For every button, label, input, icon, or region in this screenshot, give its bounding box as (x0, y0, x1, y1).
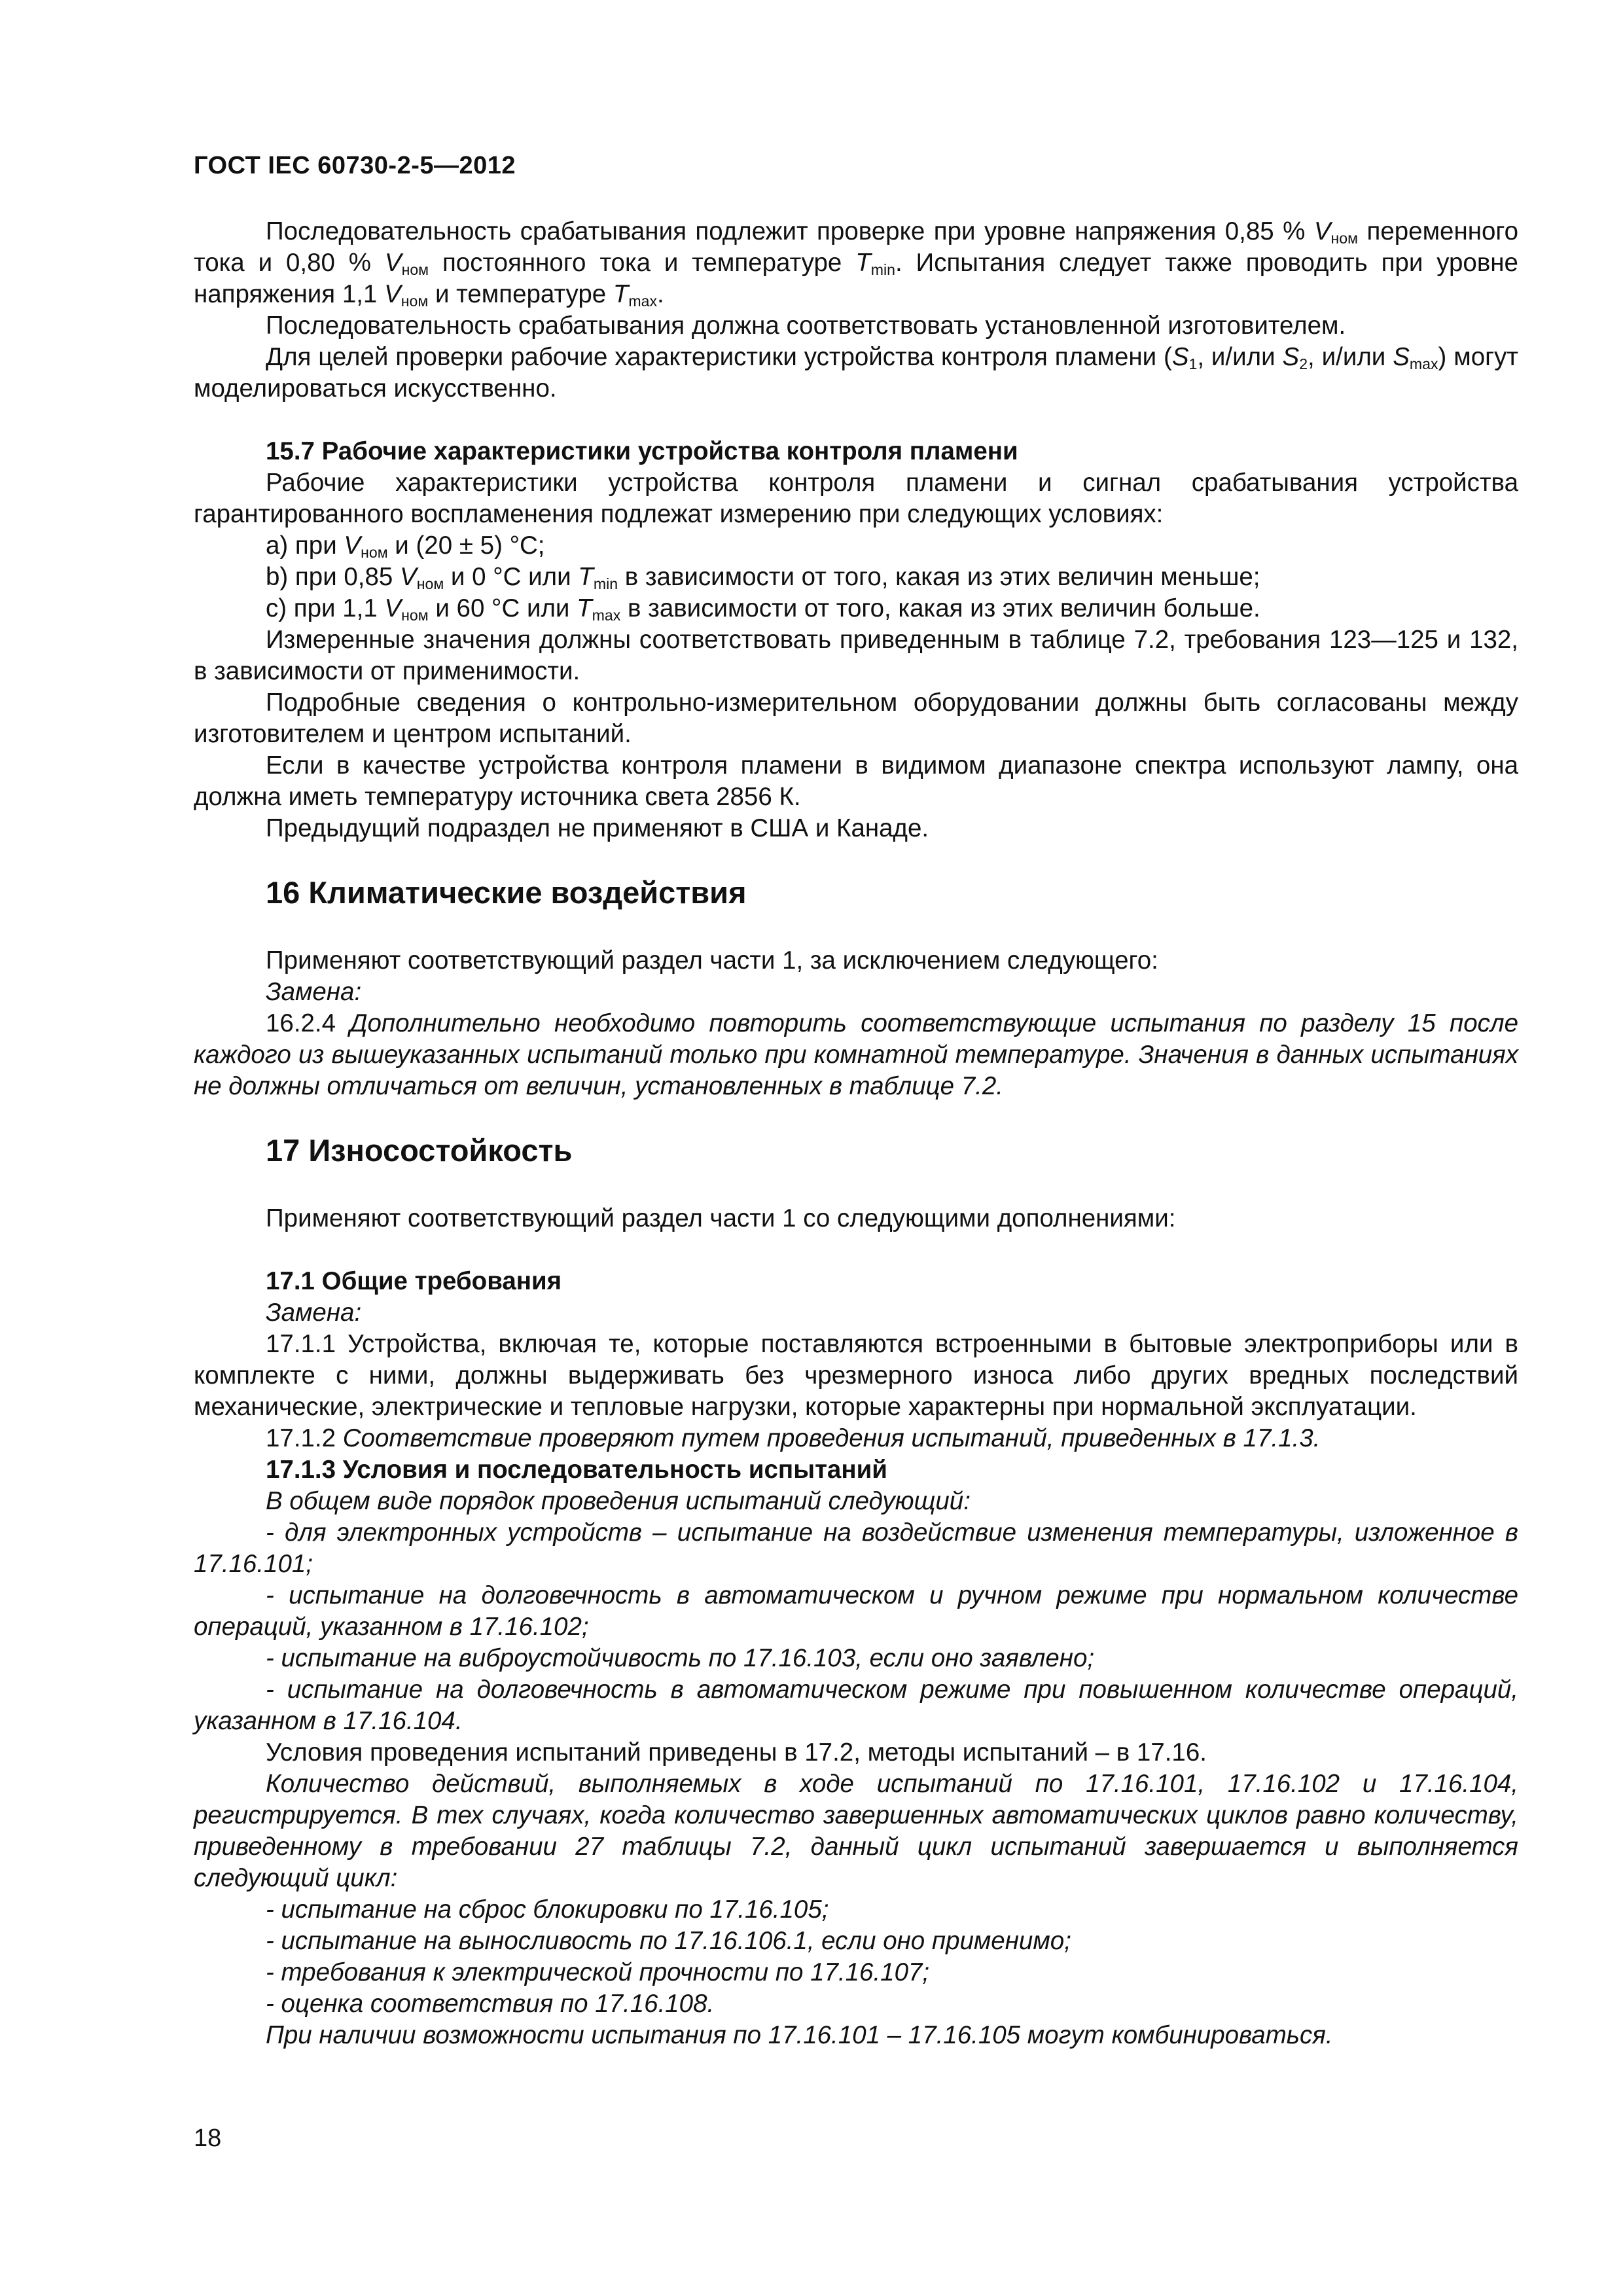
cycle-item: - требования к электрической прочности по 17.16.107; (266, 1958, 930, 1986)
section-15-7-heading: 15.7 Рабочие характеристики устройства контроля пламени (266, 437, 1018, 465)
section-17-applies: Применяют соответствующий раздел части 1 со следующими дополнениями: (266, 1204, 1176, 1232)
cycle-item: - оценка соответствия по 17.16.108. (266, 1990, 715, 2018)
sequence-manufacturer-paragraph: Последовательность срабатывания должна соответствовать установленной изготовителем. (266, 312, 1346, 340)
section-16-replacement-label: Замена: (266, 978, 362, 1006)
operation-sequence-paragraph: Последовательность срабатывания подлежит проверке при уровне напряжения 0,85 % Vном переменного тока и 0,80 % Vном постоянного тока и температуре Tmin. Испытания следует также проводить при уровне напряжения 1,1 Vном и температуре Tmax. (194, 217, 1519, 310)
section-17-1-heading: 17.1 Общие требования (266, 1267, 562, 1295)
section-17-heading: 17 Износостойкость (266, 1133, 573, 1168)
test-order-item: - испытание на долговечность в автоматическом и ручном режиме при нормальном количестве операций, указанном в 17.16.102; (194, 1581, 1518, 1641)
clause-17-1-1: 17.1.1 Устройства, включая те, которые поставляются встроенными в бытовые электроприборы или в комплекте с ними, должны выдерживать без чрезмерного износа либо других вредных последствий механические, электрические и тепловые нагрузки, которые характерны при нормальной эксплуатации. (194, 1330, 1518, 1421)
test-order-item: - для электронных устройств – испытание на воздействие изменения температуры, изложенное в 17.16.101; (194, 1518, 1518, 1578)
test-order-intro: В общем виде порядок проведения испытаний следующий: (266, 1487, 971, 1515)
test-order-item: - испытание на виброустойчивость по 17.16.103, если оно заявлено; (266, 1644, 1095, 1672)
section-16-heading: 16 Климатические воздействия (266, 875, 747, 910)
page-number: 18 (194, 2125, 222, 2152)
usa-canada-paragraph: Предыдущий подраздел не применяют в США и Канаде. (266, 814, 929, 842)
action-count-paragraph: Количество действий, выполняемых в ходе испытаний по 17.16.101, 17.16.102 и 17.16.104, регистрируется. В тех случаях, когда количество завершенных автоматических циклов равно количеству, приведенному в требовании 27 таблицы 7.2, данный цикл испытаний завершается и выполняется следующий цикл: (194, 1770, 1518, 1892)
flame-characteristics-intro: Рабочие характеристики устройства контроля пламени и сигнал срабатывания устройства гарантированного воспламенения подлежат измерению при следующих условиях: (194, 469, 1518, 528)
measured-values-paragraph: Измеренные значения должны соответствовать приведенным в таблице 7.2, требования 123—125 и 132, в зависимости от применимости. (194, 626, 1518, 685)
test-order-item: - испытание на долговечность в автоматическом режиме при повышенном количестве операций, указанном в 17.16.104. (194, 1676, 1518, 1735)
cycle-item: - испытание на сброс блокировки по 17.16.105; (266, 1895, 829, 1924)
lamp-paragraph: Если в качестве устройства контроля пламени в видимом диапазоне спектра используют лампу, она должна иметь температуру источника света 2856 К. (194, 751, 1518, 811)
condition-b: b) при 0,85 Vном и 0 °С или Tmin в зависимости от того, какая из этих величин меньше; (266, 563, 1260, 592)
section-17-1-replacement-label: Замена: (266, 1299, 362, 1327)
condition-c: с) при 1,1 Vном и 60 °С или Tmax в зависимости от того, какая из этих величин больше. (266, 594, 1260, 624)
equipment-details-paragraph: Подробные сведения о контрольно-измерительном оборудовании должны быть согласованы между изготовителем и центром испытаний. (194, 689, 1518, 748)
combine-tests-paragraph: При наличии возможности испытания по 17.16.101 – 17.16.105 могут комбинироваться. (266, 2021, 1333, 2049)
condition-a: a) при Vном и (20 ± 5) °С; (266, 531, 545, 561)
clause-16-2-4: 16.2.4 Дополнительно необходимо повторить соответствующие испытания по разделу 15 после каждого из вышеуказанных испытаний только при комнатной температуре. Значения в данных испытаниях не должны отличаться от величин, установленных в таблице 7.2. (194, 1009, 1518, 1100)
clause-17-1-2: 17.1.2 Соответствие проверяют путем проведения испытаний, приведенных в 17.1.3. (266, 1424, 1321, 1452)
section-16-applies: Применяют соответствующий раздел части 1, за исключением следующего: (266, 946, 1158, 975)
document-code-header: ГОСТ IEC 60730-2-5—2012 (194, 152, 516, 179)
page-body (194, 216, 1518, 2051)
test-conditions-paragraph: Условия проведения испытаний приведены в 17.2, методы испытаний – в 17.16. (266, 1738, 1207, 1767)
cycle-item: - испытание на выносливость по 17.16.106.1, если оно применимо; (266, 1927, 1071, 1955)
simulation-paragraph: Для целей проверки рабочие характеристики устройства контроля пламени (S1, и/или S2, и/или Smax) могут моделироваться искусственно. (194, 343, 1519, 403)
clause-17-1-3-heading: 17.1.3 Условия и последовательность испытаний (266, 1456, 887, 1484)
